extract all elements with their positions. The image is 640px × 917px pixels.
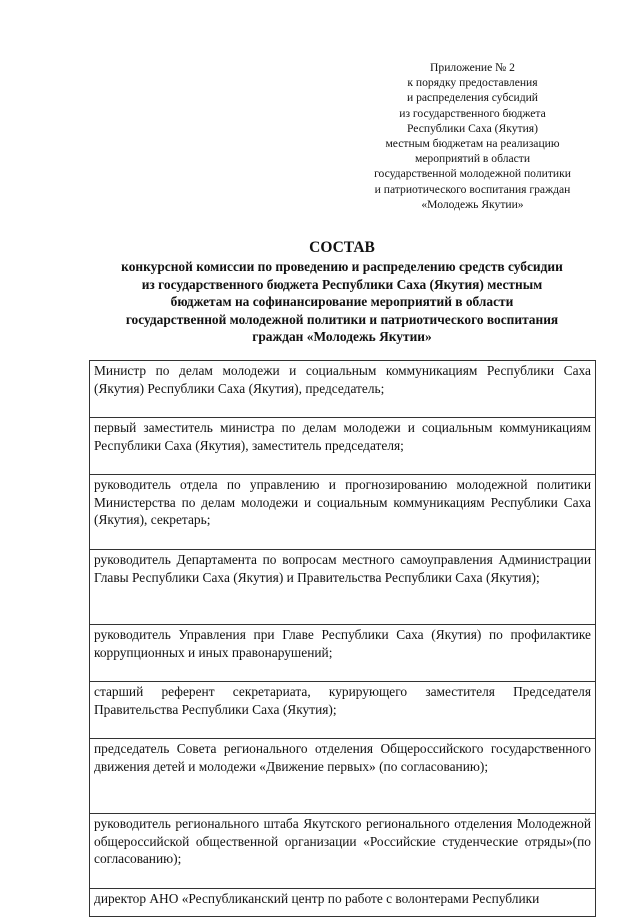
annex-header: [330, 60, 615, 212]
table-row: [90, 361, 596, 418]
member-cell: руководитель Департамента по вопросам местного самоуправления Администрации Главы Республики Саха (Якутия) и Правительства Республики Саха (Якутия);: [90, 550, 596, 625]
annex-line: Республики Саха (Якутия): [407, 121, 538, 135]
annex-line: «Молодежь Якутии»: [421, 197, 524, 211]
commission-members-table: [89, 360, 596, 917]
title-line: государственной молодежной политики и патриотического воспитания: [125, 311, 559, 327]
member-cell: Министр по делам молодежи и социальным коммуникациям Республики Саха (Якутия) Республики Саха (Якутия), председатель;: [90, 361, 596, 418]
member-cell: руководитель регионального штаба Якутского регионального отделения Молодежной общероссийской общественной организации «Российские студенческие отряды»(по согласованию);: [90, 814, 596, 889]
title-line: граждан «Молодежь Якутии»: [252, 329, 432, 344]
annex-line: к порядку предоставления: [407, 76, 538, 90]
annex-line: и распределения субсидий: [407, 91, 538, 105]
member-cell: председатель Совета регионального отделения Общероссийского государственного движения детей и молодежи «Движение первых» (по согласованию);: [90, 739, 596, 814]
annex-line: мероприятий в области: [414, 152, 531, 166]
document-title: [82, 238, 602, 346]
annex-line: местным бюджетам на реализацию: [385, 137, 560, 151]
annex-line: государственной молодежной политики: [374, 167, 571, 181]
table-row: [90, 550, 596, 625]
table-row: [90, 739, 596, 814]
table-row: [90, 682, 596, 739]
table-row: [90, 475, 596, 550]
annex-line: и патриотического воспитания граждан: [374, 182, 571, 196]
title-line: из государственного бюджета Республики Саха (Якутия) местным: [141, 276, 543, 292]
table-row: [90, 418, 596, 475]
annex-line: Приложение № 2: [430, 61, 515, 74]
table-row: [90, 625, 596, 682]
member-cell: директор АНО «Республиканский центр по работе с волонтерами Республики: [90, 889, 596, 917]
table-row: [90, 814, 596, 889]
annex-line: из государственного бюджета: [399, 106, 546, 120]
member-cell: старший референт секретариата, курирующего заместителя Председателя Правительства Республики Саха (Якутия);: [90, 682, 596, 739]
member-cell: руководитель отдела по управлению и прогнозированию молодежной политики Министерства по делам молодежи и социальным коммуникациям Республики Саха (Якутия), секретарь;: [90, 475, 596, 550]
title-line: конкурсной комиссии по проведению и распределению средств субсидии: [121, 259, 563, 274]
member-cell: руководитель Управления при Главе Республики Саха (Якутия) по профилактике коррупционных и иных правонарушений;: [90, 625, 596, 682]
title-line: бюджетам на софинансирование мероприятий в области: [170, 294, 514, 309]
table-row: [90, 889, 596, 917]
title-heading: СОСТАВ: [309, 239, 375, 256]
member-cell: первый заместитель министра по делам молодежи и социальным коммуникациям Республики Саха (Якутия), заместитель председателя;: [90, 418, 596, 475]
